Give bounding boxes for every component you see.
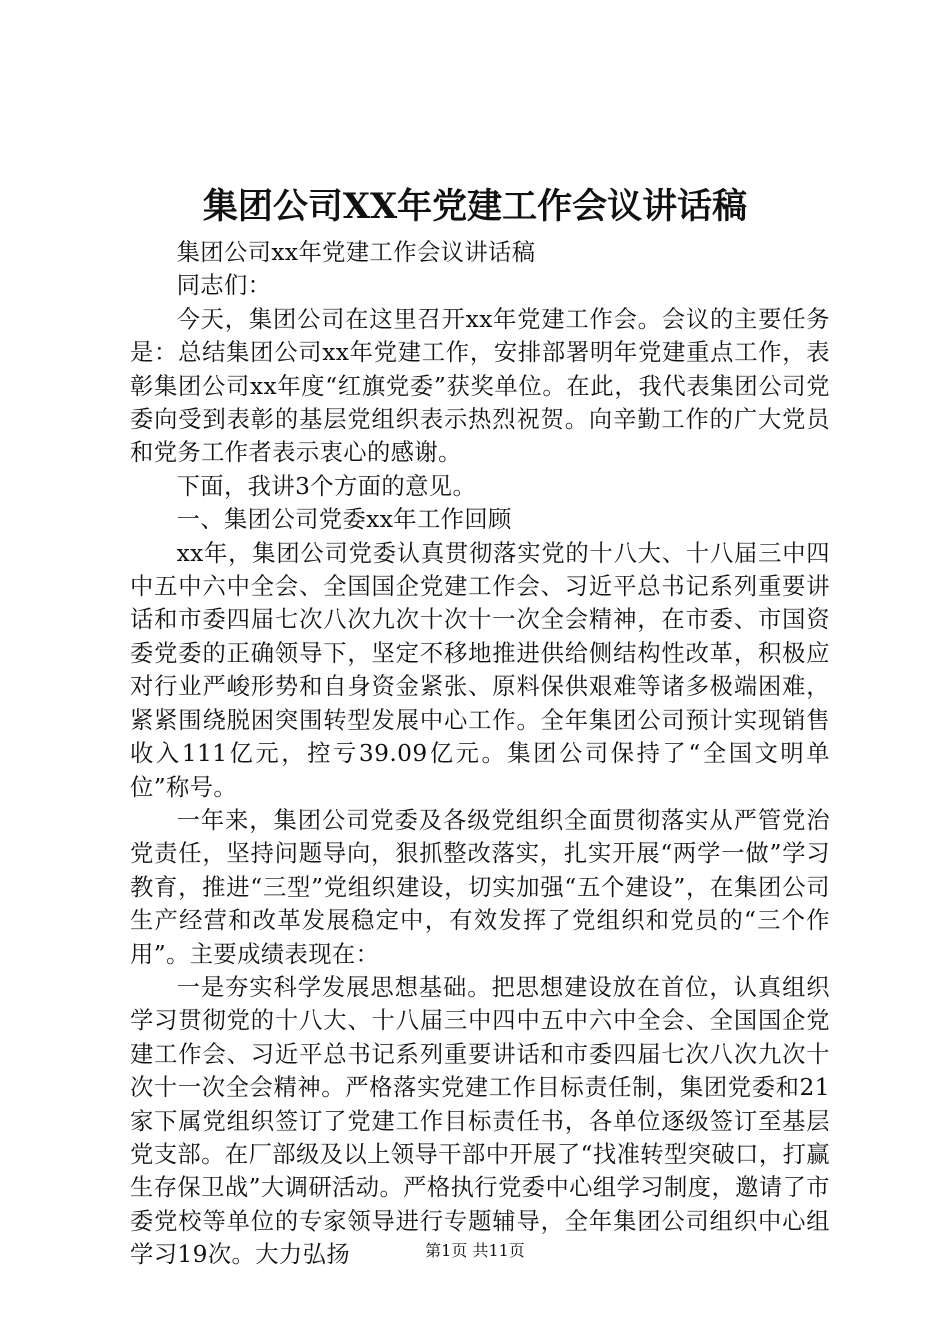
review-paragraph: xx年，集团公司党委认真贯彻落实党的十八大、十八届三中四中五中六中全会、全国国企党建工作会、习近平总书记系列重要讲话和市委四届七次八次九次十次十一次全会精神，在市委、市国资委党委的正确领导下，坚定不移地推进供给侧结构性改革，积极应对行业严峻形势和自身资金紧张、原料保供艰难等诸多极端困难，紧紧围绕脱困突围转型发展中心工作。全年集团公司预计实现销售收入111亿元，控亏39.09亿元。集团公司保持了“全国文明单位”称号。 bbox=[130, 539, 830, 801]
outline-paragraph: 下面，我讲3个方面的意见。 bbox=[176, 472, 477, 500]
intro-paragraph: 今天，集团公司在这里召开xx年党建工作会。会议的主要任务是：总结集团公司xx年党建工作，安排部署明年党建重点工作，表彰集团公司xx年度“红旗党委”获奖单位。在此，我代表集团公司党委向受到表彰的基层党组织表示热烈祝贺。向辛勤工作的广大党员和党务工作者表示衷心的感谢。 bbox=[130, 305, 830, 467]
document-title: 集团公司XX年党建工作会议讲话稿 bbox=[202, 186, 748, 227]
salutation-paragraph: 同志们： bbox=[176, 272, 272, 300]
section-heading: 一、集团公司党委xx年工作回顾 bbox=[176, 506, 512, 534]
document-body bbox=[130, 236, 830, 1272]
subtitle-paragraph: 集团公司xx年党建工作会议讲话稿 bbox=[176, 239, 536, 266]
achievements-paragraph: 一年来，集团公司党委及各级党组织全面贯彻落实从严管党治党责任，坚持问题导向，狠抓整改落实，扎实开展“两学一做”学习教育，推进“三型”党组织建设，切实加强“五个建设”，在集团公司生产经营和改革发展稳定中，有效发挥了党组织和党员的“三个作用”。主要成绩表现在： bbox=[130, 806, 830, 968]
ideology-paragraph: 一是夯实科学发展思想基础。把思想建设放在首位，认真组织学习贯彻党的十八大、十八届三中四中五中六中全会、全国国企党建工作会、习近平总书记系列重要讲话和市委四届七次八次九次十次十一次全会精神。严格落实党建工作目标责任制，集团党委和21家下属党组织签订了党建工作目标责任书，各单位逐级签订至基层党支部。在厂部级及以上领导干部中开展了“找准转型突破口，打赢生存保卫战”大调研活动。严格执行党委中心组学习制度，邀请了市委党校等单位的专家领导进行专题辅导，全年集团公司组织中心组学习19次。大力弘扬 bbox=[130, 973, 830, 1269]
page-indicator: 第1页 共11页 bbox=[425, 1241, 525, 1260]
